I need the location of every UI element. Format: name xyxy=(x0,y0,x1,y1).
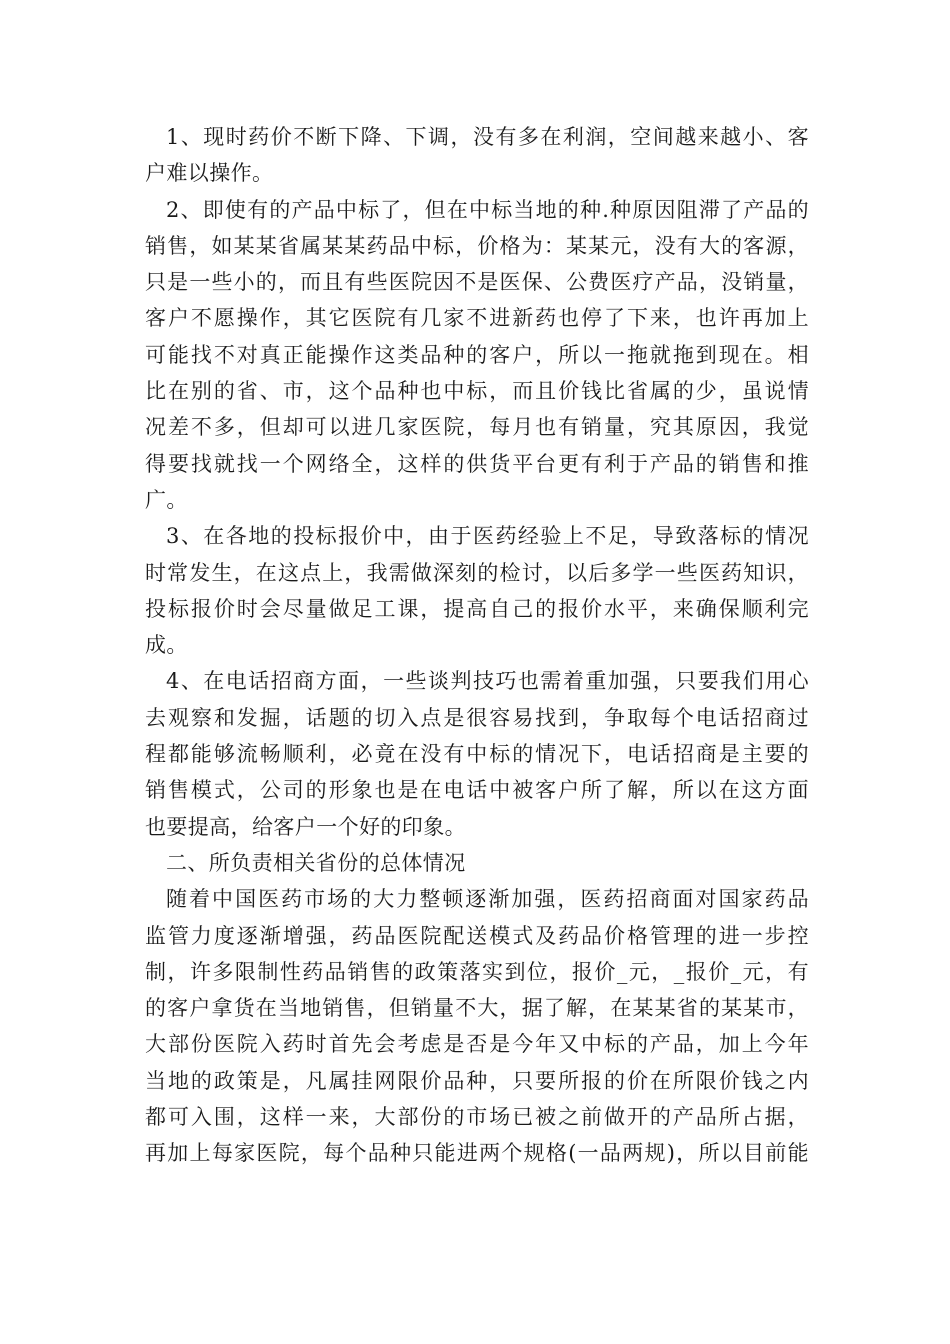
paragraph-line: 可能找不对真正能操作这类品种的客户，所以一拖就拖到现在。相 xyxy=(145,342,809,367)
paragraph-line: 再加上每家医院，每个品种只能进两个规格(一品两规)，所以目前能 xyxy=(145,1141,809,1166)
paragraph-3 xyxy=(145,518,809,663)
section-heading xyxy=(145,845,809,881)
paragraph-line: 大部份医院入药时首先会考虑是否是今年又中标的产品，加上今年 xyxy=(145,1032,809,1057)
paragraph-line: 只是一些小的，而且有些医院因不是医保、公费医疗产品，没销量， xyxy=(145,270,809,295)
paragraph-line: 销售模式，公司的形象也是在电话中被客户所了解，所以在这方面 xyxy=(145,778,809,803)
paragraph-line: 时常发生，在这点上，我需做深刻的检讨，以后多学一些医药知识， xyxy=(145,560,809,585)
paragraph-line: 去观察和发掘，话题的切入点是很容易找到，争取每个电话招商过 xyxy=(145,705,809,730)
paragraph-line: 制，许多限制性药品销售的政策落实到位，报价_元，_报价_元，有 xyxy=(145,959,809,984)
paragraph-line: 1、现时药价不断下降、下调，没有多在利润，空间越来越小、客 xyxy=(166,125,809,149)
paragraph-line: 得要找就找一个网络全，这样的供货平台更有利于产品的销售和推 xyxy=(145,451,809,476)
paragraph-line: 广。 xyxy=(145,487,188,512)
paragraph-line: 监管力度逐渐增强，药品医院配送模式及药品价格管理的进一步控 xyxy=(145,923,809,948)
paragraph-4 xyxy=(145,663,809,844)
paragraph-5 xyxy=(145,881,809,1171)
paragraph-line: 当地的政策是，凡属挂网限价品种，只要所报的价在所限价钱之内 xyxy=(145,1068,809,1093)
paragraph-2 xyxy=(145,192,809,519)
paragraph-line: 况差不多，但却可以进几家医院，每月也有销量，究其原因，我觉 xyxy=(145,415,809,440)
paragraph-line: 比在别的省、市，这个品种也中标，而且价钱比省属的少，虽说情 xyxy=(145,379,809,404)
paragraph-1 xyxy=(145,119,809,192)
paragraph-line: 户难以操作。 xyxy=(145,161,274,186)
paragraph-line: 客户不愿操作，其它医院有几家不进新药也停了下来，也许再加上 xyxy=(145,306,809,331)
paragraph-line: 也要提高，给客户一个好的印象。 xyxy=(145,814,466,839)
paragraph-line: 投标报价时会尽量做足工课，提高自己的报价水平，来确保顺利完 xyxy=(145,596,809,621)
paragraph-line: 销售，如某某省属某某药品中标，价格为：某某元，没有大的客源， xyxy=(145,233,809,258)
document-body xyxy=(145,119,809,1172)
paragraph-line: 随着中国医药市场的大力整顿逐渐加强，医药招商面对国家药品 xyxy=(166,887,809,912)
paragraph-line: 都可入围，这样一来，大部份的市场已被之前做开的产品所占据， xyxy=(145,1105,809,1130)
paragraph-line: 3、在各地的投标报价中，由于医药经验上不足，导致落标的情况 xyxy=(166,524,809,549)
paragraph-line: 4、在电话招商方面，一些谈判技巧也需着重加强，只要我们用心 xyxy=(166,669,809,694)
paragraph-line: 2、即使有的产品中标了，但在中标当地的种.种原因阻滞了产品的 xyxy=(166,197,809,222)
paragraph-line: 的客户拿货在当地销售，但销量不大，据了解，在某某省的某某市， xyxy=(145,996,809,1021)
section-heading-text: 二、所负责相关省份的总体情况 xyxy=(166,850,466,875)
paragraph-line: 程都能够流畅顺利，必竟在没有中标的情况下，电话招商是主要的 xyxy=(145,742,809,767)
paragraph-line: 成。 xyxy=(145,633,188,658)
